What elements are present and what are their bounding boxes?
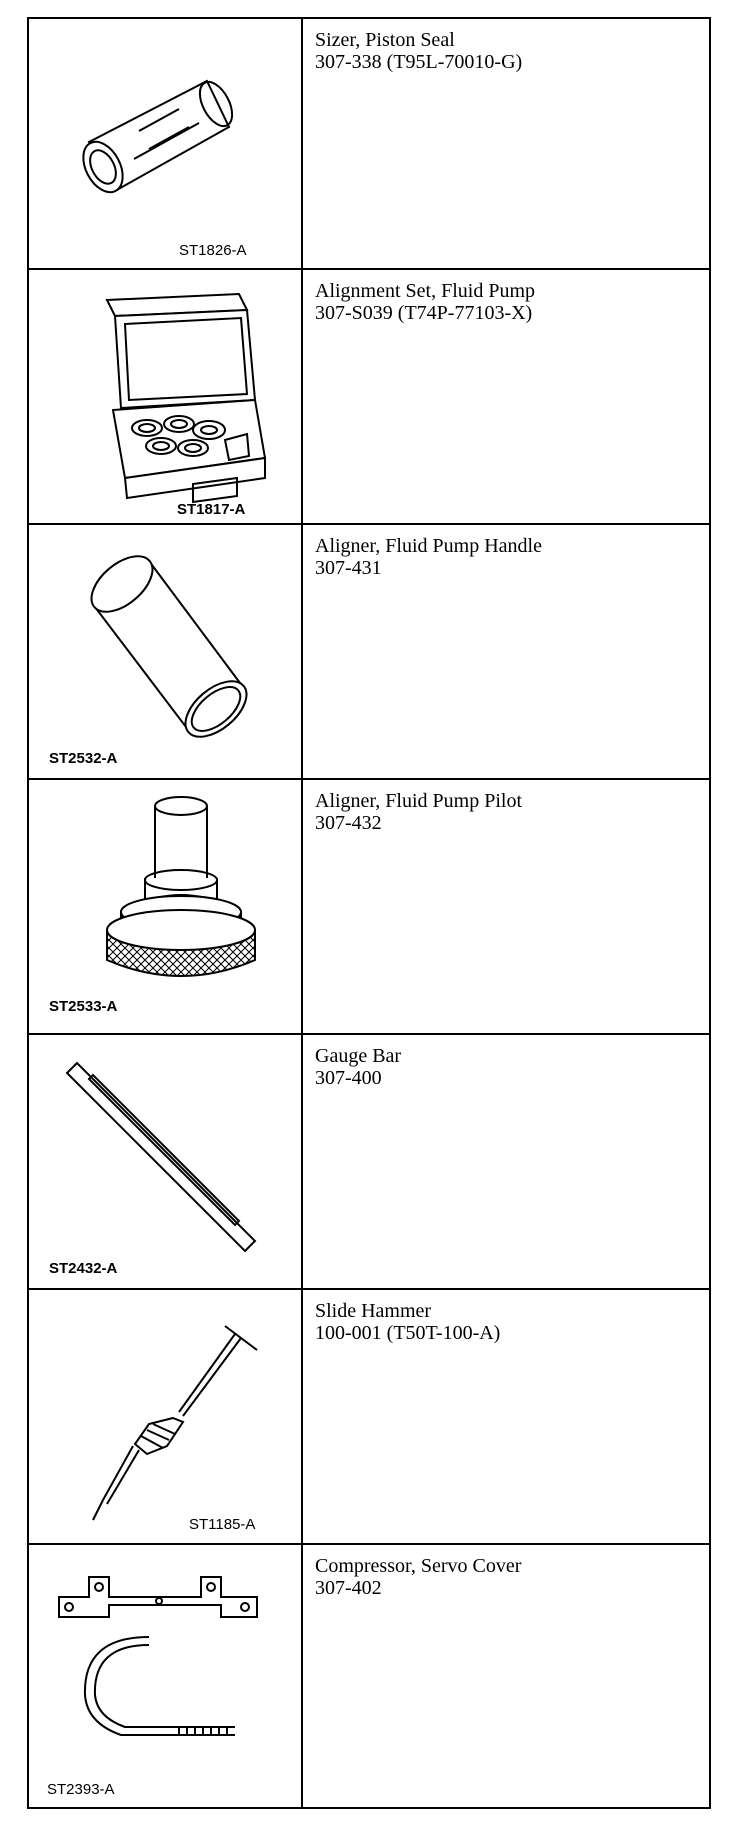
tool-illustration-cell — [28, 1544, 302, 1808]
gauge-bar-icon — [29, 1035, 303, 1290]
alignment-set-case-icon — [29, 270, 303, 525]
tool-number: 307-432 — [315, 812, 382, 834]
tool-row — [28, 269, 710, 524]
tool-row — [28, 1544, 710, 1808]
illustration-code: ST2432-A — [49, 1260, 118, 1277]
tool-name: Alignment Set, Fluid Pump — [315, 280, 536, 302]
tool-description-cell — [302, 1289, 710, 1544]
tool-number: 307-402 — [315, 1577, 382, 1599]
tool-row — [28, 1289, 710, 1544]
tool-number: 307-400 — [315, 1067, 382, 1089]
tool-description-cell — [302, 524, 710, 779]
illustration-code: ST2393-A — [47, 1781, 115, 1798]
tool-illustration-cell — [28, 1034, 302, 1289]
tool-illustration-cell — [28, 779, 302, 1034]
illustration-code: ST2532-A — [49, 750, 118, 767]
tool-name: Sizer, Piston Seal — [315, 29, 455, 51]
tool-row — [28, 524, 710, 779]
illustration-code: ST2533-A — [49, 998, 118, 1015]
slide-hammer-icon — [29, 1290, 303, 1545]
tool-description-cell — [302, 1034, 710, 1289]
tool-number: 307-431 — [315, 557, 382, 579]
special-tools-table — [27, 17, 711, 1809]
tool-number: 100-001 (T50T-100-A) — [315, 1322, 501, 1344]
tool-illustration-cell — [28, 524, 302, 779]
tube-aligner-icon — [29, 525, 303, 780]
tool-number: 307-338 (T95L-70010-G) — [315, 51, 523, 73]
tool-row — [28, 1034, 710, 1289]
tool-name: Compressor, Servo Cover — [315, 1555, 522, 1577]
tool-row — [28, 779, 710, 1034]
tool-illustration-cell — [28, 1289, 302, 1544]
tool-name: Gauge Bar — [315, 1045, 402, 1067]
knurled-pilot-aligner-icon — [29, 780, 303, 1035]
piston-seal-sizer-icon — [29, 19, 303, 270]
tool-number: 307-S039 (T74P-77103-X) — [315, 302, 533, 324]
tool-description-cell — [302, 1544, 710, 1808]
tool-row — [28, 18, 710, 269]
tool-name: Aligner, Fluid Pump Pilot — [315, 790, 523, 812]
tool-description-cell — [302, 269, 710, 524]
illustration-code: ST1185-A — [189, 1516, 256, 1533]
tool-illustration-cell — [28, 269, 302, 524]
tool-name: Slide Hammer — [315, 1300, 432, 1322]
tool-illustration-cell — [28, 18, 302, 269]
illustration-code: ST1817-A — [177, 501, 246, 518]
illustration-code: ST1826-A — [179, 242, 247, 259]
tool-description-cell — [302, 779, 710, 1034]
tool-description-cell — [302, 18, 710, 269]
tool-name: Aligner, Fluid Pump Handle — [315, 535, 542, 557]
servo-cover-compressor-icon — [29, 1545, 303, 1809]
